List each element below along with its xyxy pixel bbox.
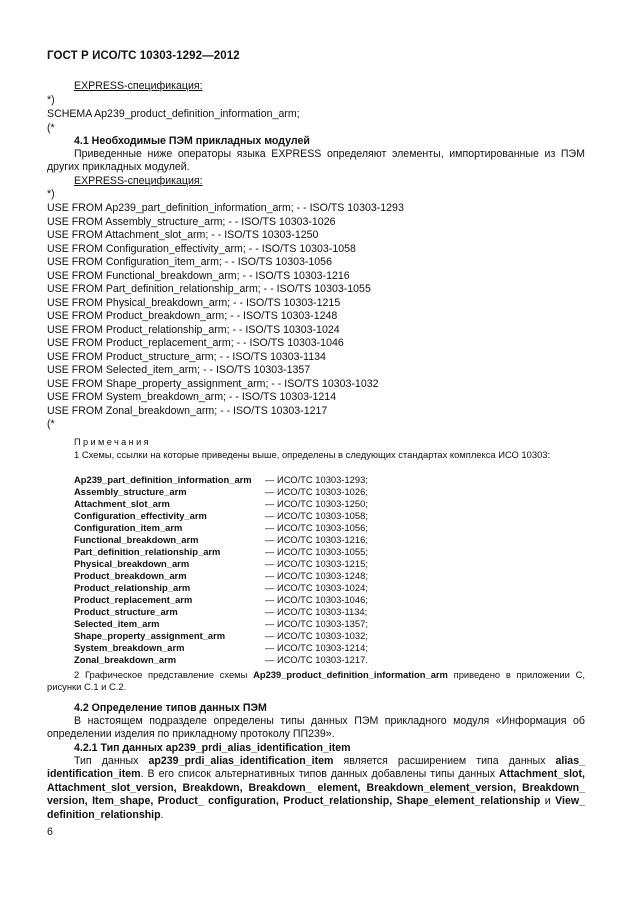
schema-name: System_breakdown_arm — [74, 642, 185, 653]
schema-name: Physical_breakdown_arm — [74, 558, 190, 569]
schema-name: Product_relationship_arm — [74, 582, 191, 593]
section-4-2-1-title: 4.2.1 Тип данных ap239_prdi_alias_identification_item — [74, 742, 351, 754]
schema-declaration: SCHEMA Ap239_product_definition_information_arm; — [47, 108, 300, 120]
schema-name: Attachment_slot_arm — [74, 498, 170, 509]
schema-standard: — ИСО/ТС 10303-1026; — [265, 486, 368, 497]
express-label: EXPRESS-спецификация: — [74, 175, 203, 187]
use-from-line: USE FROM Part_definition_relationship_arm; - - ISO/TS 10303-1055 — [47, 283, 371, 295]
express-label: EXPRESS-спецификация: — [74, 80, 203, 92]
section-4-1-paragraph: Приведенные ниже операторы языка EXPRESS определяют элементы, импортированные из ПЭМ других прикладных модулей. — [47, 148, 585, 174]
schema-name: Product_structure_arm — [74, 606, 178, 617]
schema-name: Product_replacement_arm — [74, 594, 193, 605]
schema-standard: — ИСО/ТС 10303-1357; — [265, 618, 368, 629]
use-from-line: USE FROM System_breakdown_arm; - - ISO/TS 10303-1214 — [47, 391, 337, 403]
use-from-line: USE FROM Configuration_item_arm; - - ISO/TS 10303-1056 — [47, 256, 332, 268]
schema-standard: — ИСО/ТС 10303-1216; — [265, 534, 368, 545]
running-header: ГОСТ Р ИСО/ТС 10303-1292—2012 — [47, 50, 240, 62]
use-from-line: USE FROM Product_breakdown_arm; - - ISO/TS 10303-1248 — [47, 310, 338, 322]
schema-standard: — ИСО/ТС 10303-1134; — [265, 606, 368, 617]
schema-name: Ap239_product_definition_information_arm — [253, 669, 448, 680]
use-from-line: USE FROM Shape_property_assignment_arm; - - ISO/TS 10303-1032 — [47, 377, 379, 390]
schema-standard: — ИСО/ТС 10303-1032; — [265, 630, 368, 641]
use-from-line: USE FROM Attachment_slot_arm; - - ISO/TS 10303-1250 — [47, 229, 319, 241]
use-from-line: USE FROM Product_replacement_arm; - - ISO/TS 10303-1046 — [47, 337, 344, 349]
use-from-line: USE FROM Zonal_breakdown_arm; - - ISO/TS 10303-1217 — [47, 404, 328, 417]
use-from-line: USE FROM Functional_breakdown_arm; - - ISO/TS 10303-1216 — [47, 269, 350, 282]
schema-standard: — ИСО/ТС 10303-1248; — [265, 570, 368, 581]
section-4-1-title: 4.1 Необходимые ПЭМ прикладных модулей — [74, 135, 310, 147]
section-4-2-paragraph: В настоящем подразделе определены типы данных ПЭМ прикладного модуля «Информация об определении изделия по прикладному протоколу ПП239». — [47, 715, 585, 741]
schema-name: Selected_item_arm — [74, 618, 160, 629]
schema-standard: — ИСО/ТС 10303-1056; — [265, 522, 368, 533]
comment-close: *) — [47, 188, 55, 200]
schema-standard: — ИСО/ТС 10303-1058; — [265, 510, 368, 521]
schema-standard: — ИСО/ТС 10303-1024; — [265, 582, 368, 593]
notes-heading: Примечания — [74, 437, 152, 447]
schema-standard: — ИСО/ТС 10303-1215; — [265, 558, 368, 569]
schema-name: Part_definition_relationship_arm — [74, 546, 221, 557]
page-number: 6 — [47, 826, 53, 838]
use-from-line: USE FROM Product_relationship_arm; - - ISO/TS 10303-1024 — [47, 323, 340, 336]
use-from-line: USE FROM Product_structure_arm; - - ISO/TS 10303-1134 — [47, 350, 326, 363]
schema-name: Product_breakdown_arm — [74, 570, 187, 581]
comment-close: *) — [47, 94, 55, 106]
use-from-line: USE FROM Configuration_effectivity_arm; - - ISO/TS 10303-1058 — [47, 242, 356, 255]
schema-name: Configuration_effectivity_arm — [74, 510, 207, 521]
schema-name: Configuration_item_arm — [74, 522, 183, 533]
use-from-line: USE FROM Ap239_part_definition_information_arm; - - ISO/TS 10303-1293 — [47, 202, 404, 214]
use-from-line: USE FROM Assembly_structure_arm; - - ISO/TS 10303-1026 — [47, 215, 336, 228]
schema-standard: — ИСО/ТС 10303-1250; — [265, 498, 368, 509]
schema-name: Shape_property_assignment_arm — [74, 630, 226, 641]
note-1: 1 Схемы, ссылки на которые приведены выше, определены в следующих стандартах комплекса ИСО 10303: — [74, 449, 551, 460]
use-from-line: USE FROM Selected_item_arm; - - ISO/TS 10303-1357 — [47, 364, 311, 376]
schema-standard: — ИСО/ТС 10303-1217. — [265, 654, 368, 665]
comment-open: (* — [47, 122, 55, 134]
schema-name: Ap239_part_definition_information_arm — [74, 474, 252, 485]
section-4-2-1-paragraph: Тип данных ap239_prdi_alias_identification_item является расширением типа данных alias_ identification_item. В его список альтернативных типов данных добавлены типы данных Attachment_slot, Attachment_slot_version, Breakdown, Breakdown_ element, Breakdown_element_version, Breakdown_ version, Item_shape, Product_ configuration, Product_relationship, Shape_element_relationship и View_ definition_relationship. — [47, 755, 585, 821]
schema-standard: — ИСО/ТС 10303-1214; — [265, 642, 368, 653]
schema-standard: — ИСО/ТС 10303-1293; — [265, 474, 368, 485]
schema-standard: — ИСО/ТС 10303-1046; — [265, 594, 368, 605]
comment-open: (* — [47, 418, 55, 430]
schema-name: Zonal_breakdown_arm — [74, 654, 177, 665]
use-from-line: USE FROM Physical_breakdown_arm; - - ISO/TS 10303-1215 — [47, 296, 341, 309]
note-2: 2 Графическое представление схемы Ap239_product_definition_information_arm приведено в приложении С, рисунки С.1 и С.2. — [47, 669, 585, 692]
section-4-2-title: 4.2 Определение типов данных ПЭМ — [74, 702, 267, 714]
schema-name: Assembly_structure_arm — [74, 486, 187, 497]
schema-standard: — ИСО/ТС 10303-1055; — [265, 546, 368, 557]
schema-name: Functional_breakdown_arm — [74, 534, 199, 545]
